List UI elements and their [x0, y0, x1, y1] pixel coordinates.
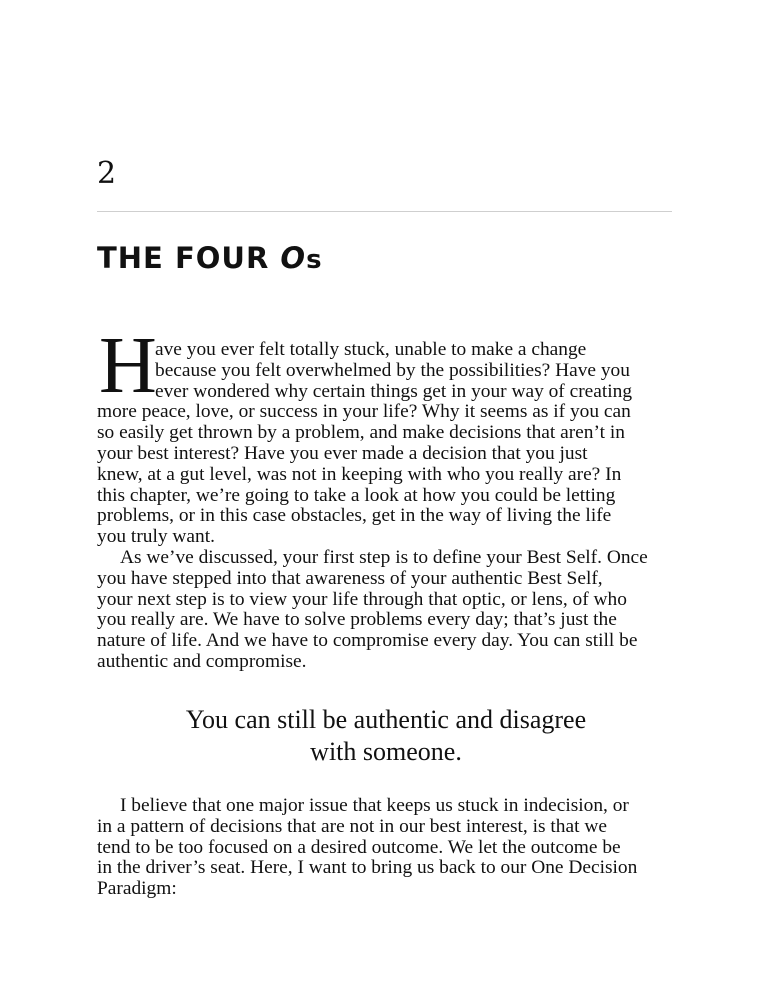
paragraph-line: you truly want.	[97, 526, 215, 548]
paragraph-outcome	[97, 796, 675, 900]
paragraph-line: nature of life. And we have to compromise every day. You can still be	[97, 630, 638, 652]
chapter-title-suffix: s	[306, 245, 323, 275]
chapter-title	[97, 239, 322, 279]
paragraph-line: I believe that one major issue that keeps us stuck in indecision, or	[120, 795, 629, 816]
paragraph-line: your best interest? Have you ever made a decision that you just	[97, 442, 588, 464]
paragraph-line: ever wondered why certain things get in your way of creating	[155, 380, 633, 402]
paragraph-intro	[97, 340, 675, 548]
paragraph-line: tend to be too focused on a desired outcome. We let the outcome be	[97, 836, 621, 858]
paragraph-line: authentic and compromise.	[97, 650, 307, 672]
chapter-divider	[97, 211, 672, 212]
pull-quote-line: You can still be authentic and disagree	[185, 705, 587, 734]
paragraph-line: you really are. We have to solve problems every day; that’s just the	[97, 609, 617, 631]
paragraph-line: Paradigm:	[97, 878, 177, 900]
paragraph-line: more peace, love, or success in your life? Why it seems as if you can	[97, 401, 631, 423]
paragraph-line: so easily get thrown by a problem, and make decisions that aren’t in	[97, 422, 625, 444]
paragraph-line: you have stepped into that awareness of your authentic Best Self,	[97, 567, 603, 589]
paragraph-line: your next step is to view your life through that optic, or lens, of who	[97, 588, 627, 610]
paragraph-best-self	[97, 548, 675, 673]
paragraph-line: because you felt overwhelmed by the possibilities? Have you	[155, 359, 630, 381]
paragraph-line: in the driver’s seat. Here, I want to bring us back to our One Decision	[97, 857, 638, 879]
paragraph-line: ave you ever felt totally stuck, unable to make a change	[155, 339, 587, 360]
paragraph-line: problems, or in this case obstacles, get in the way of living the life	[97, 505, 612, 527]
pull-quote	[97, 704, 675, 768]
paragraph-line: this chapter, we’re going to take a look at how you could be letting	[97, 484, 616, 506]
drop-cap: H	[99, 322, 157, 410]
paragraph-line: knew, at a gut level, was not in keeping with who you really are? In	[97, 463, 622, 485]
chapter-title-main: THE FOUR	[97, 241, 281, 275]
chapter-title-italic: O	[280, 241, 307, 275]
pull-quote-line: with someone.	[310, 737, 462, 766]
chapter-number: 2	[97, 156, 117, 191]
paragraph-line: in a pattern of decisions that are not in our best interest, is that we	[97, 815, 607, 837]
paragraph-line: As we’ve discussed, your first step is to define your Best Self. Once	[120, 547, 648, 568]
